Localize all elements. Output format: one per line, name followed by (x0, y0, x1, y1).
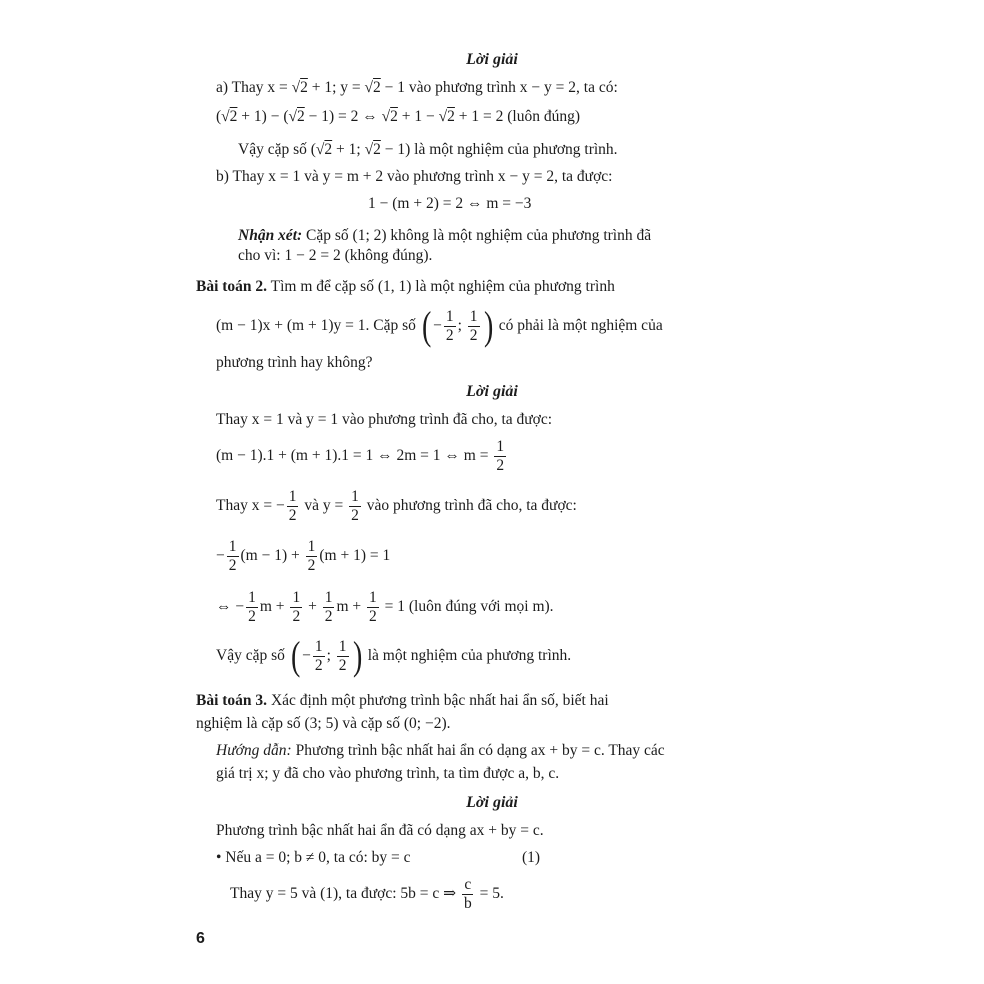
problem-3-solution-line-1: Phương trình bậc nhất hai ẩn đã có dạng ax + by = c. (216, 822, 544, 839)
equation-tag-1: (1) (522, 849, 541, 866)
problem-2-solution-line-3: Thay x = − $\frac{1}{2}$ và y = $\frac{1}{2}$ vào phương trình đã cho, ta được: (216, 487, 577, 524)
problem-2-solution-line-6: Vậy cặp số ( − $\frac{1}{2}$ ; $\frac{1}{2}$ ) là một nghiệm của phương trình. (216, 633, 572, 679)
solution-heading-2: Lời giải (466, 383, 518, 400)
problem-3-text: Xác định một phương trình bậc nhất hai ẩn số, biết hai (267, 692, 609, 709)
problem-2-line-2: (m − 1)x + (m + 1)y = 1. Cặp số ( − $\frac{1}{2}$ ; $\frac{1}{2}$ ) có phải là một nghiệm của (216, 303, 663, 349)
solution-b-line-1: b) Thay x = 1 và y = m + 2 vào phương trình x − y = 2, ta được: (216, 168, 613, 185)
hint-text: Phương trình bậc nhất hai ẩn có dạng ax + by = c. Thay các (291, 742, 665, 759)
solution-heading-3: Lời giải (466, 794, 518, 811)
solution-heading-1: Lời giải (466, 51, 518, 68)
solution-a-line-1: a) Thay x = √2 + 1; y = √2 − 1 vào phương trình x − y = 2, ta có: (216, 79, 618, 96)
remark-label: Nhận xét: (238, 227, 303, 244)
solution-b-line-2: 1 − (m + 2) = 2 ⇔ m = −3 (368, 195, 532, 212)
remark-line-1 (238, 226, 651, 246)
problem-3-solution-line-3: Thay y = 5 và (1), ta được: 5b = c ⇒ $\frac{c}{b}$ = 5. (230, 875, 504, 912)
solution-a-line-3: Vậy cặp số (√2 + 1; √2 − 1) là một nghiệm của phương trình. (238, 141, 618, 158)
problem-2-line-1 (196, 277, 615, 297)
problem-2-text: Tìm m để cặp số (1, 1) là một nghiệm của phương trình (267, 278, 615, 295)
remark-text: Cặp số (1; 2) không là một nghiệm của phương trình đã (302, 227, 652, 244)
problem-3-line-1 (196, 691, 609, 711)
problem-2-solution-line-4: − $\frac{1}{2}$ (m − 1) + $\frac{1}{2}$ (m + 1) = 1 (216, 537, 391, 574)
hint-line-2: giá trị x; y đã cho vào phương trình, ta tìm được a, b, c. (216, 765, 560, 782)
problem-2-label: Bài toán 2. (196, 278, 268, 295)
hint-label: Hướng dẫn: (216, 742, 292, 759)
problem-3-solution-line-2: • Nếu a = 0; b ≠ 0, ta có: by = c (216, 849, 411, 866)
problem-2-line-3: phương trình hay không? (216, 354, 373, 371)
solution-a-line-2: (√2 + 1) − (√2 − 1) = 2 ⇔ √2 + 1 − √2 + 1 = 2 (luôn đúng) (216, 108, 581, 125)
page-number: 6 (196, 930, 205, 947)
remark-line-2: cho vì: 1 − 2 = 2 (không đúng). (238, 247, 433, 264)
problem-3-label: Bài toán 3. (196, 692, 268, 709)
problem-2-solution-line-1: Thay x = 1 và y = 1 vào phương trình đã cho, ta được: (216, 411, 553, 428)
hint-line-1 (216, 741, 665, 761)
problem-2-solution-line-2: (m − 1).1 + (m + 1).1 = 1 ⇔ 2m = 1 ⇔ m = $\frac{1}{2}$ (216, 437, 505, 474)
problem-2-solution-line-5: ⇔ − $\frac{1}{2}$ m + $\frac{1}{2}$ + $\frac{1}{2}$ m + $\frac{1}{2}$ = 1 (luôn đúng với mọi m). (216, 588, 554, 625)
problem-3-line-2: nghiệm là cặp số (3; 5) và cặp số (0; −2). (196, 715, 451, 732)
